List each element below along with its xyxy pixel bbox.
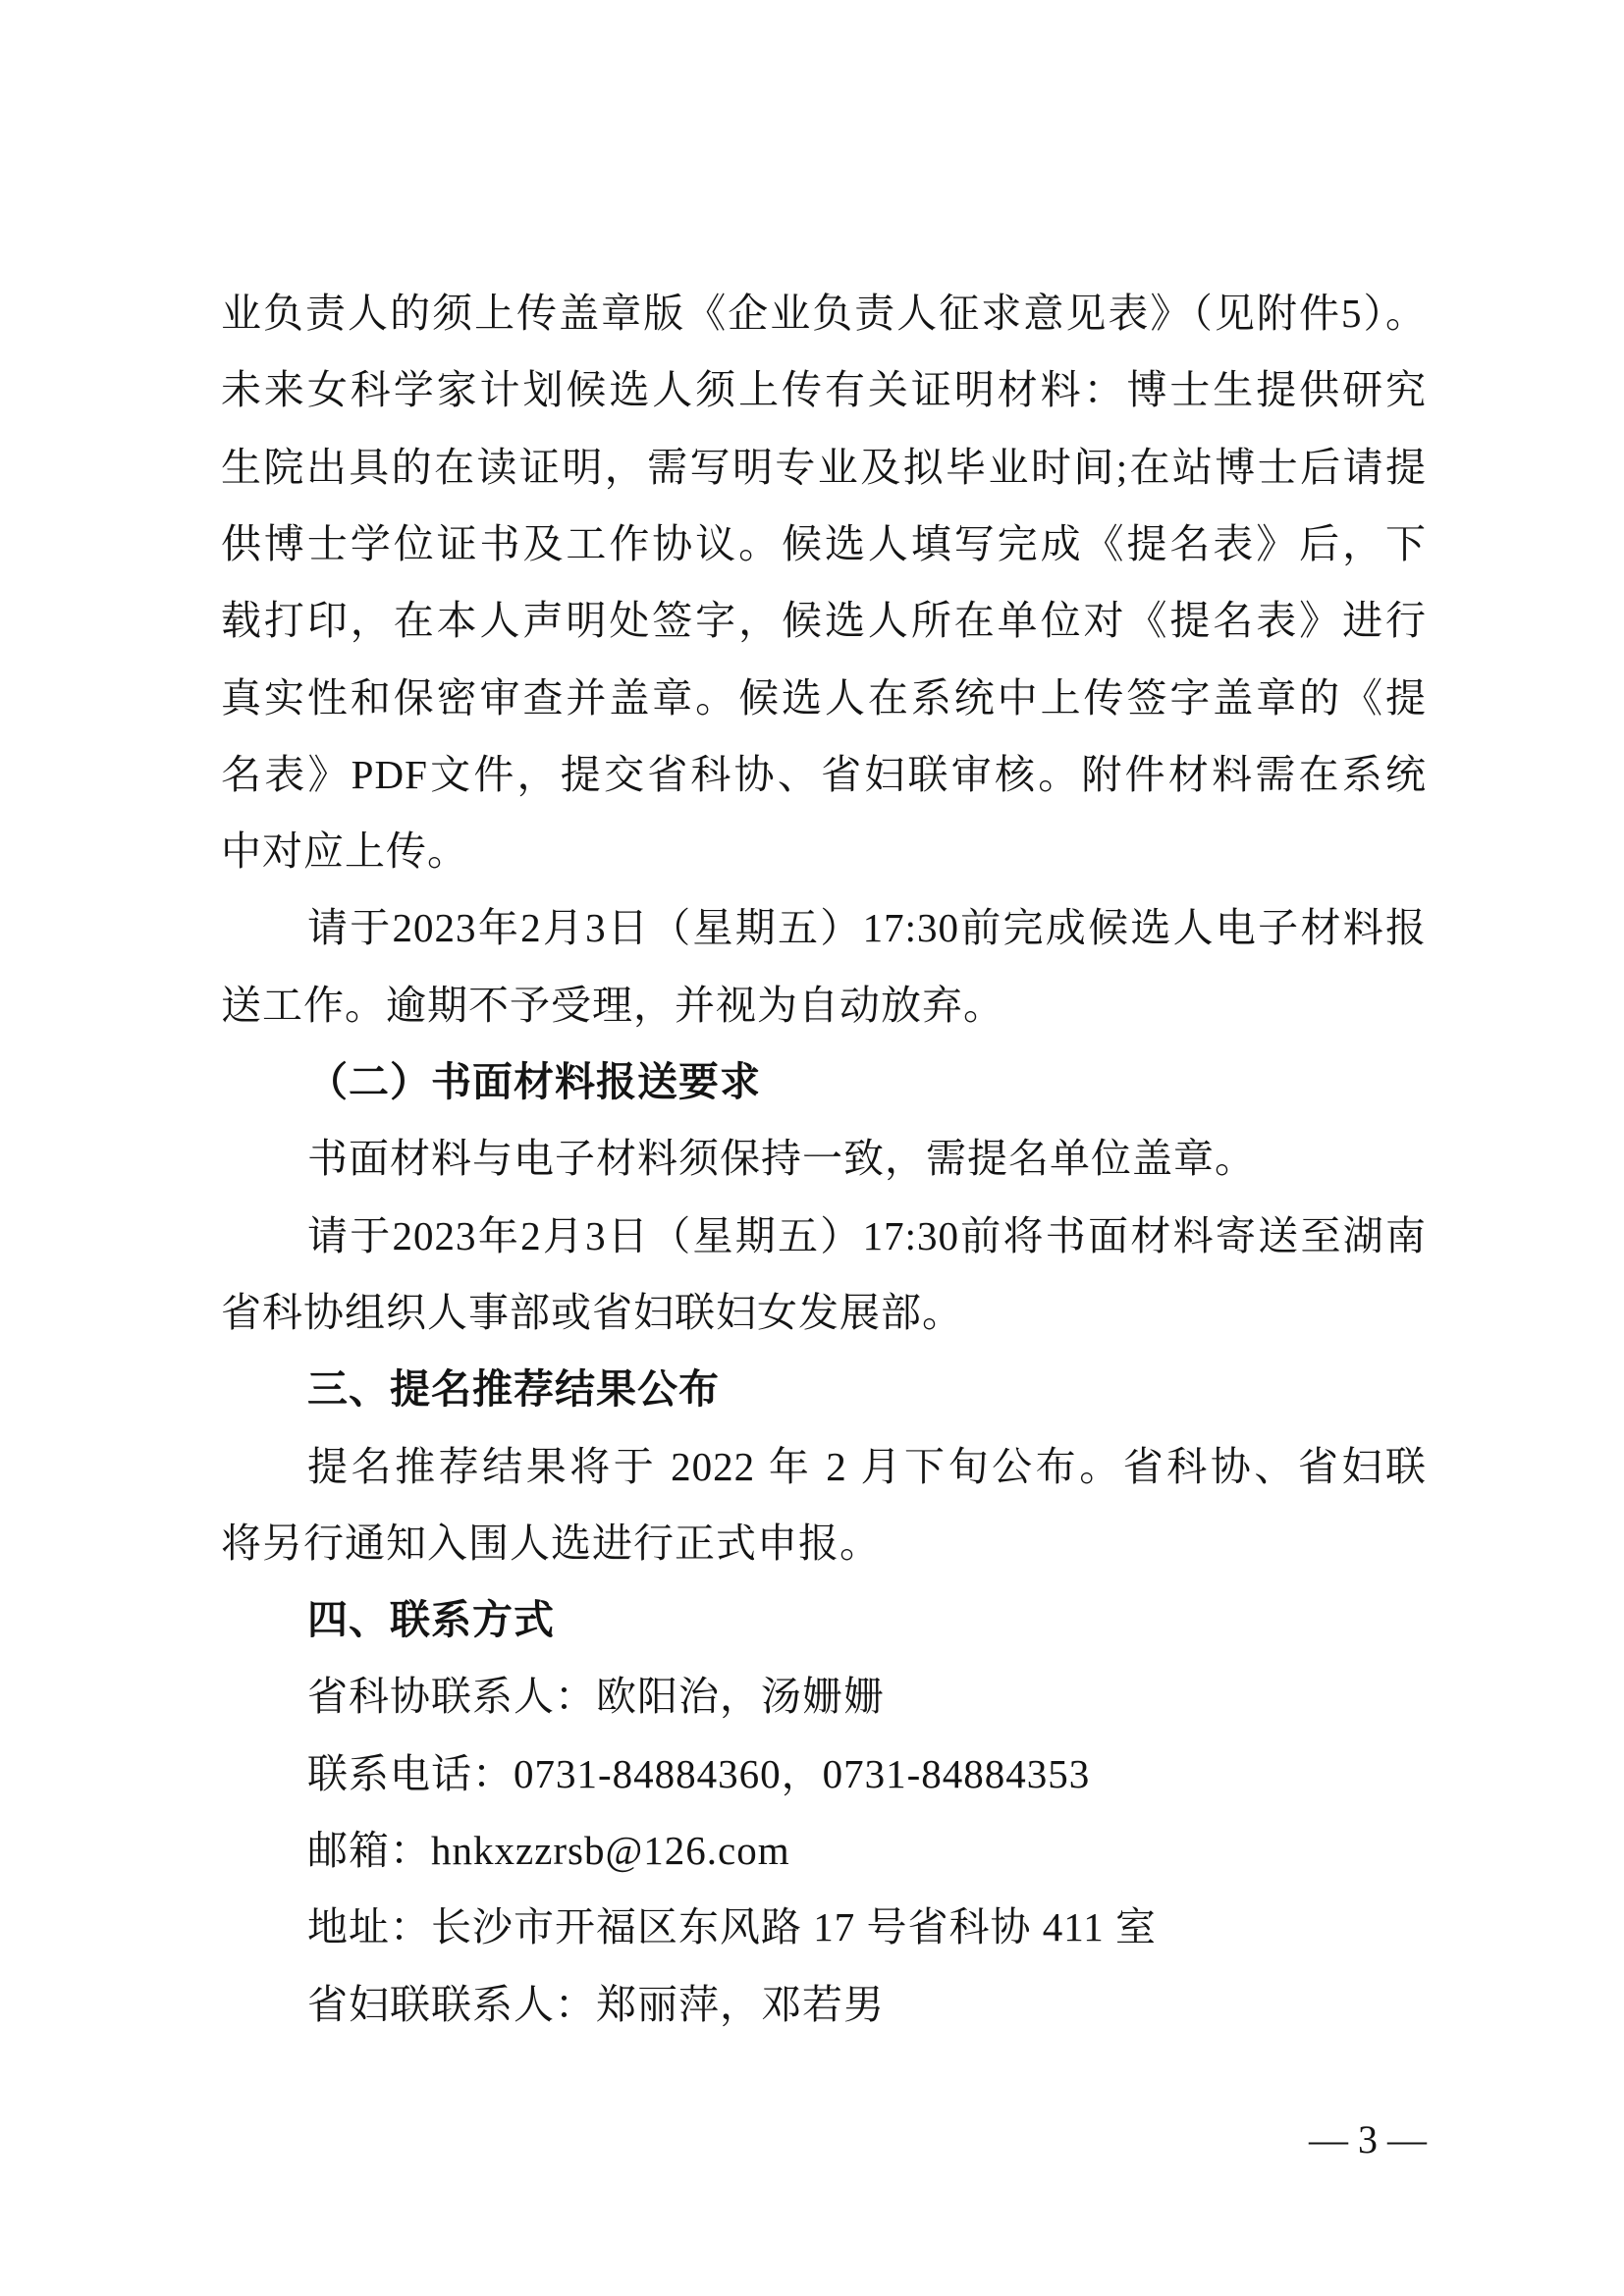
paragraph-line: 真实性和保密审查并盖章。候选人在系统中上传签字盖章的《提 — [221, 675, 1427, 721]
paragraph-line: 载打印，在本人声明处签字，候选人所在单位对《提名表》进行 — [221, 598, 1427, 643]
contact-address-line: 地址：长沙市开福区东风路 17 号省科协 411 室 — [307, 1904, 1157, 1949]
written-requirement-line: 书面材料与电子材料须保持一致，需提名单位盖章。 — [307, 1136, 1256, 1181]
paragraph-line: 生院出具的在读证明，需写明专业及拟毕业时间;在站博士后请提 — [221, 445, 1427, 490]
written-deadline-line: 省科协组织人事部或省妇联妇女发展部。 — [221, 1290, 963, 1335]
results-line: 提名推荐结果将于 2022 年 2 月下旬公布。省科协、省妇联 — [307, 1444, 1427, 1489]
contact-person-line: 省科协联系人：欧阳治，汤姗姗 — [307, 1674, 885, 1719]
contact-email-line: 邮箱：hnkxzzrsb@126.com — [307, 1828, 790, 1873]
subsection-heading: （二）书面材料报送要求 — [307, 1059, 761, 1104]
contact-person-line: 省妇联联系人：郑丽萍，邓若男 — [307, 1982, 885, 2027]
results-line: 将另行通知入围人选进行正式申报。 — [221, 1521, 881, 1566]
section-heading: 四、联系方式 — [307, 1597, 555, 1642]
paragraph-line: 名表》PDF文件，提交省科协、省妇联审核。附件材料需在系统 — [221, 752, 1427, 797]
page-number: — 3 — — [1309, 2117, 1427, 2162]
electronic-deadline-line: 送工作。逾期不予受理，并视为自动放弃。 — [221, 983, 1004, 1028]
paragraph-line: 中对应上传。 — [221, 828, 468, 874]
electronic-deadline-line: 请于2023年2月3日（星期五）17:30前完成候选人电子材料报 — [307, 905, 1427, 950]
paragraph-line: 供博士学位证书及工作协议。候选人填写完成《提名表》后，下 — [221, 521, 1427, 566]
paragraph-line: 未来女科学家计划候选人须上传有关证明材料：博士生提供研究 — [221, 367, 1427, 412]
written-deadline-line: 请于2023年2月3日（星期五）17:30前将书面材料寄送至湖南 — [307, 1213, 1427, 1258]
section-heading: 三、提名推荐结果公布 — [307, 1366, 720, 1412]
paragraph-line: 业负责人的须上传盖章版《企业负责人征求意见表》（见附件5）。 — [221, 291, 1427, 336]
contact-phone-line: 联系电话：0731-84884360，0731-84884353 — [307, 1751, 1091, 1796]
